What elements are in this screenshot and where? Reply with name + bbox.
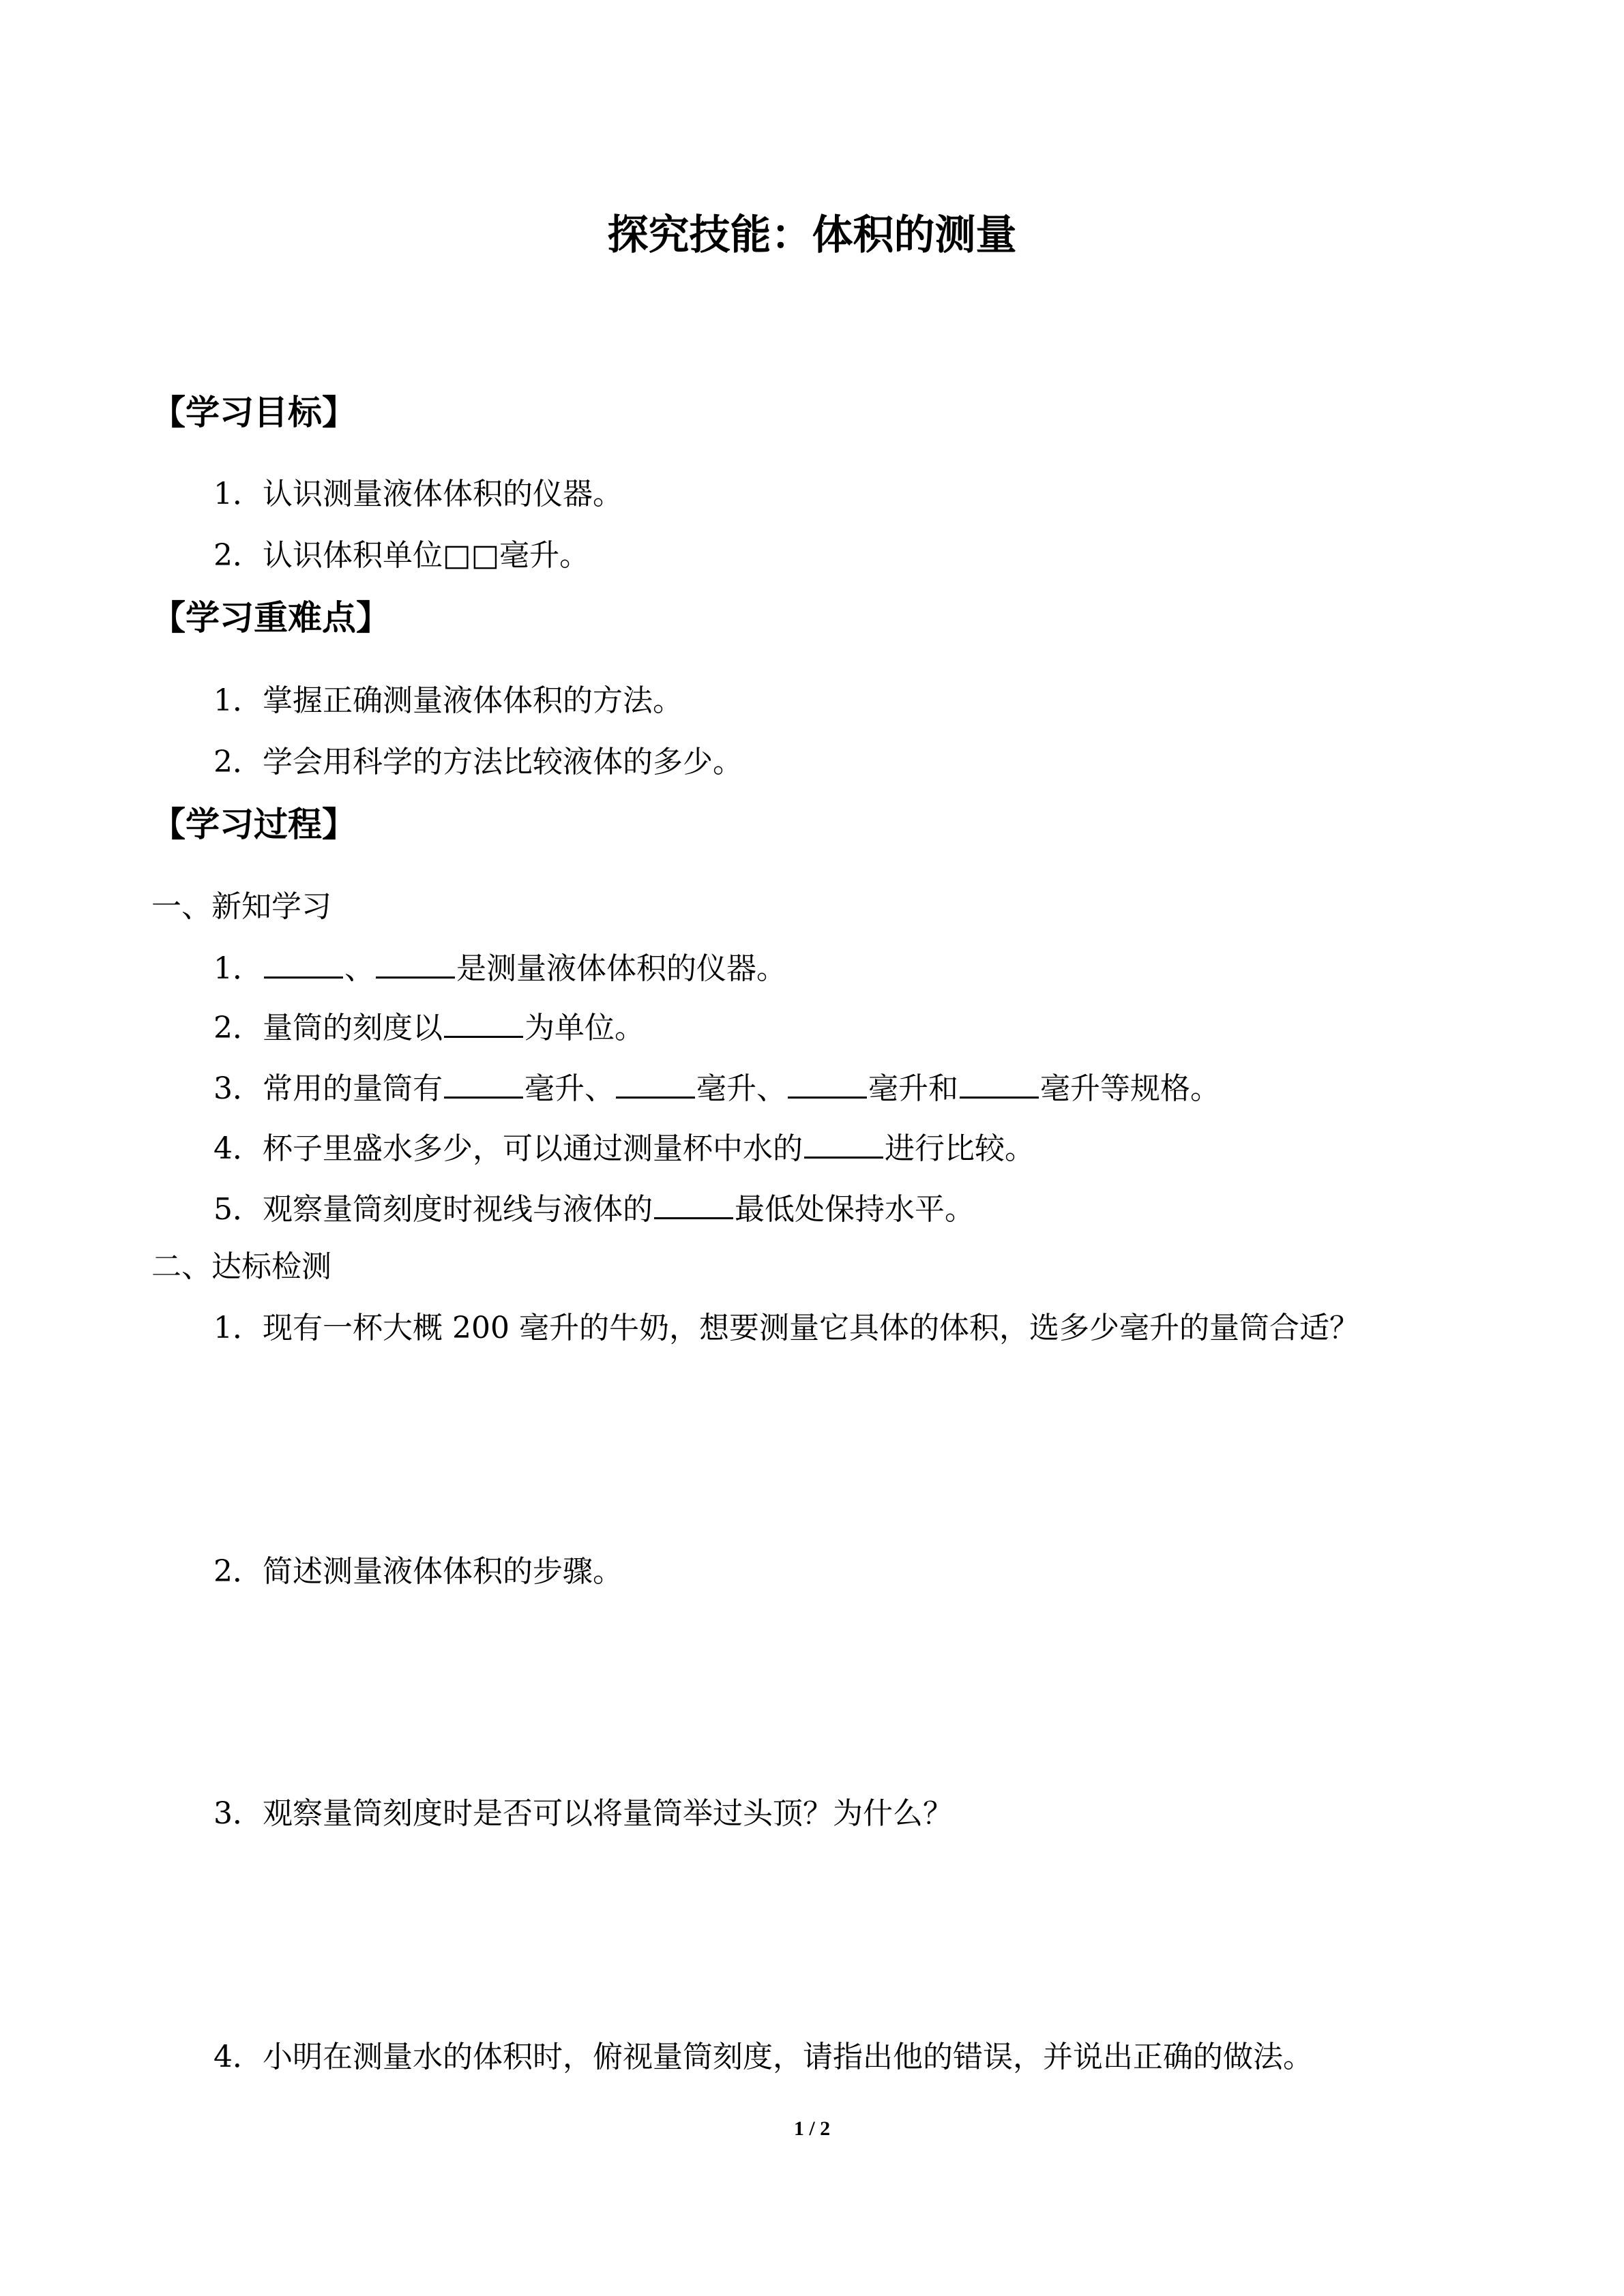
assessment-question-2: 2．简述测量液体体积的步骤。 xyxy=(213,1554,623,1589)
assessment-question-3: 3．观察量筒刻度时是否可以将量筒举过头顶？为什么？ xyxy=(213,1796,953,1831)
question-number: 4． xyxy=(213,1131,263,1166)
page-title: 探究技能：体积的测量 xyxy=(607,211,1017,259)
question-number: 2． xyxy=(213,1011,263,1045)
fill-question-1 xyxy=(213,949,786,989)
question-number: 5． xyxy=(213,1192,263,1227)
objective-item-2: 2．认识体积单位□□毫升。 xyxy=(213,538,590,573)
question-text: 最低处保持水平。 xyxy=(735,1192,975,1227)
key-point-item-2: 2．学会用科学的方法比较液体的多少。 xyxy=(213,745,743,779)
answer-blank[interactable] xyxy=(960,1069,1039,1099)
question-text: 进行比较。 xyxy=(885,1131,1035,1166)
answer-blank[interactable] xyxy=(788,1069,867,1099)
answer-blank[interactable] xyxy=(616,1069,695,1099)
section-heading-key-points: 【学习重难点】 xyxy=(151,598,390,638)
section-heading-process: 【学习过程】 xyxy=(151,805,356,844)
question-text: 毫升等规格。 xyxy=(1040,1071,1220,1106)
fill-question-2 xyxy=(213,1008,645,1049)
question-text: 是测量液体体积的仪器。 xyxy=(456,951,786,986)
assessment-question-1: 1．现有一杯大概 200 毫升的牛奶，想要测量它具体的体积，选多少毫升的量筒合适？ xyxy=(213,1311,1359,1345)
sub-heading-assessment: 二、达标检测 xyxy=(151,1249,331,1284)
question-text: 常用的量筒有 xyxy=(263,1071,443,1106)
question-number: 3． xyxy=(213,1071,263,1106)
answer-blank[interactable] xyxy=(376,949,455,979)
section-heading-objectives: 【学习目标】 xyxy=(151,393,356,432)
answer-blank[interactable] xyxy=(804,1129,883,1159)
page-number: 1 / 2 xyxy=(793,2117,831,2140)
question-text: 为单位。 xyxy=(525,1011,645,1045)
key-point-item-1: 1．掌握正确测量液体体积的方法。 xyxy=(213,683,683,718)
sub-heading-new-knowledge: 一、新知学习 xyxy=(151,889,331,924)
question-text: 杯子里盛水多少，可以通过测量杯中水的 xyxy=(263,1131,803,1166)
answer-blank[interactable] xyxy=(654,1190,733,1219)
question-text: 观察量筒刻度时视线与液体的 xyxy=(263,1192,653,1227)
assessment-question-4: 4．小明在测量水的体积时，俯视量筒刻度，请指出他的错误，并说出正确的做法。 xyxy=(213,2040,1313,2074)
fill-question-4 xyxy=(213,1129,1035,1169)
fill-question-5 xyxy=(213,1189,975,1230)
answer-blank[interactable] xyxy=(264,949,343,979)
question-text: 毫升、 xyxy=(696,1071,786,1106)
question-text: 毫升、 xyxy=(525,1071,615,1106)
question-text: 量筒的刻度以 xyxy=(263,1011,443,1045)
question-text: 、 xyxy=(344,951,374,986)
objective-item-1: 1．认识测量液体体积的仪器。 xyxy=(213,477,623,511)
answer-blank[interactable] xyxy=(444,1069,523,1099)
fill-question-3 xyxy=(213,1069,1220,1109)
answer-blank[interactable] xyxy=(444,1009,523,1038)
question-number: 1． xyxy=(213,951,263,986)
question-text: 毫升和 xyxy=(868,1071,958,1106)
